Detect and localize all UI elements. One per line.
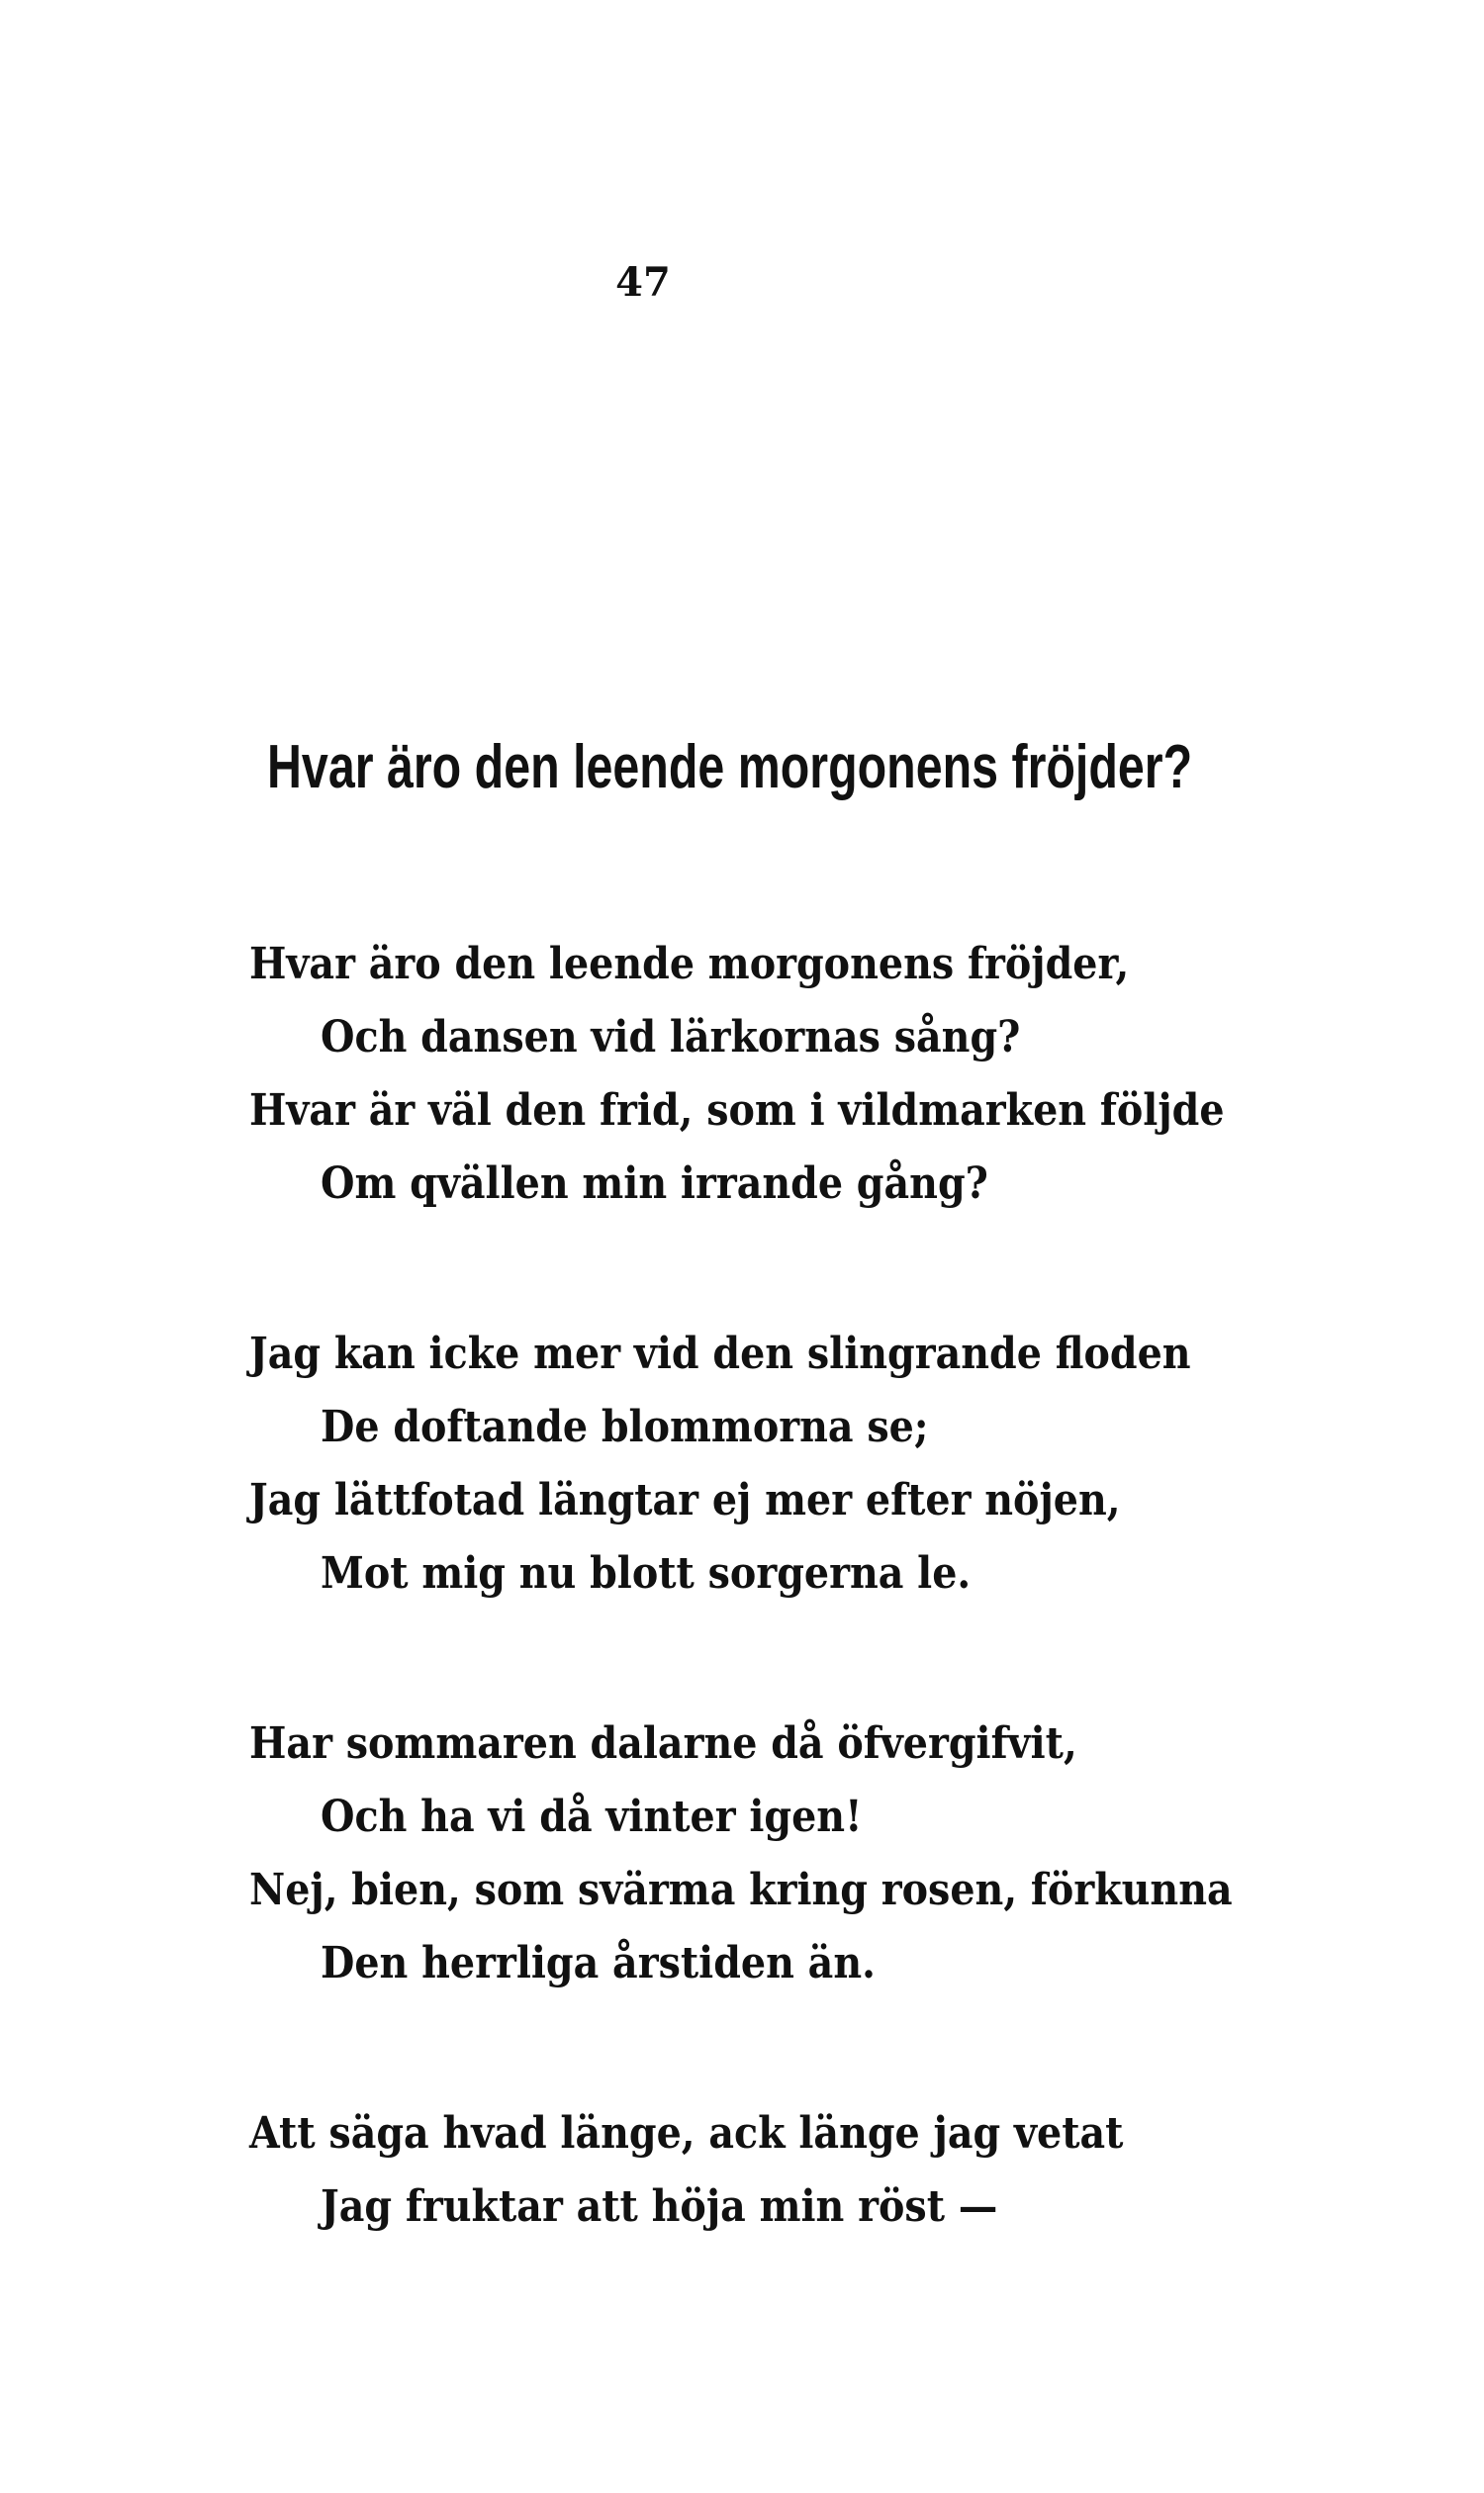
poem-line: De doftande blommorna se; — [321, 1402, 929, 1452]
poem-line: Den herrliga årstiden än. — [321, 1938, 876, 1988]
stanza-1 — [249, 928, 1338, 1221]
poem-line: Mot mig nu blott sorgerna le. — [321, 1548, 972, 1599]
poem-line: Och dansen vid lärkornas sång? — [321, 1012, 1021, 1062]
poem-line: Om qvällen min irrande gång? — [321, 1158, 988, 1209]
poem-line: Hvar äro den leende morgonens fröjder, — [249, 939, 1130, 989]
poem-line: Nej, bien, som svärma kring rosen, förkunna — [249, 1865, 1233, 1915]
stanza-2 — [249, 1318, 1338, 1611]
poem-line: Jag kan icke mer vid den slingrande floden — [249, 1329, 1191, 1379]
poem-line: Jag lättfotad längtar ej mer efter nöjen, — [249, 1475, 1121, 1525]
poem-title: Hvar äro den leende morgonens fröjder? — [267, 733, 1193, 801]
poem-line: Att säga hvad länge, ack länge jag vetat — [249, 2108, 1124, 2159]
poem-line: Har sommaren dalarne då öfvergifvit, — [249, 1718, 1077, 1769]
stanza-4 — [249, 2097, 1338, 2244]
poem-line: Och ha vi då vinter igen! — [321, 1792, 863, 1842]
poem-body — [249, 928, 1338, 2341]
page-number: 47 — [615, 259, 671, 306]
poem-line: Hvar är väl den frid, som i vildmarken följde — [249, 1085, 1225, 1136]
stanza-3 — [249, 1708, 1338, 2000]
poem-line: Jag fruktar att höja min röst — — [321, 2181, 998, 2232]
